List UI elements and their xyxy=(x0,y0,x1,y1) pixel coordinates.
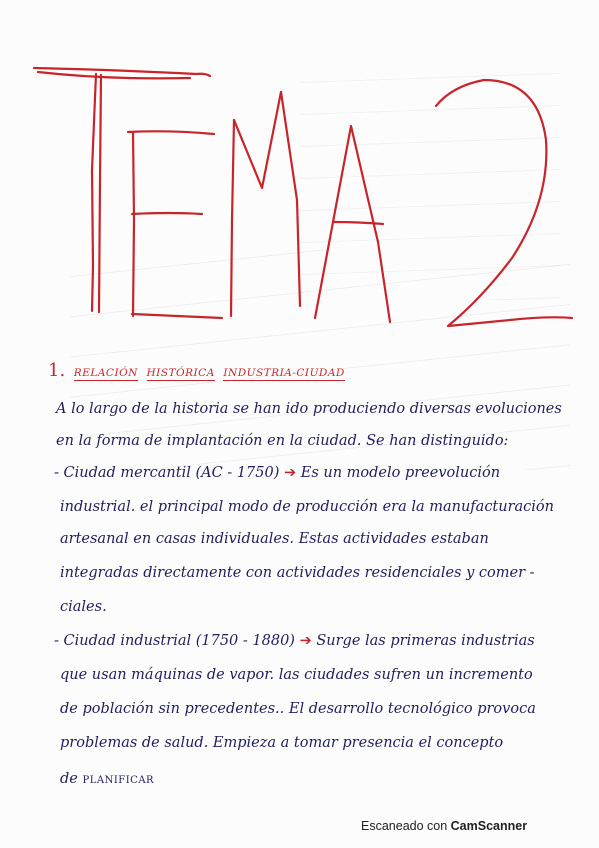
item-label: - Ciudad mercantil (AC - 1750) xyxy=(54,465,280,481)
arrow-icon: ➔ xyxy=(283,465,297,481)
section-heading xyxy=(48,360,349,382)
scanner-watermark xyxy=(361,819,527,833)
watermark-prefix: Escaneado con xyxy=(361,819,451,833)
heading-part: INDUSTRIA-CIUDAD xyxy=(223,367,345,379)
text-line: ciales. xyxy=(60,599,107,615)
text-line-last xyxy=(60,768,154,790)
text-line: que usan máquinas de vapor. las ciudades sufren un incremento xyxy=(60,667,533,683)
text-line: integradas directamente con actividades residenciales y comer - xyxy=(60,565,535,581)
list-item-industrial xyxy=(54,630,535,652)
text-line: de población sin precedentes.. El desarrollo tecnológico provoca xyxy=(60,701,536,717)
title-letter-m xyxy=(231,120,234,316)
text-line: industrial. el principal modo de producción era la manufacturación xyxy=(60,499,555,515)
planificar-word: PLANIFICAR xyxy=(82,775,155,786)
item-text: Surge las primeras industrias xyxy=(316,633,535,649)
text-line: artesanal en casas individuales. Estas actividades estaban xyxy=(60,531,489,547)
text-word: de xyxy=(60,771,78,787)
title-lettering xyxy=(0,0,599,340)
arrow-icon: ➔ xyxy=(299,633,312,649)
title-letter-e xyxy=(133,132,134,316)
section-number: 1. xyxy=(48,360,66,381)
item-label: - Ciudad industrial (1750 - 1880) xyxy=(54,633,295,649)
heading-part: RELACIÓN xyxy=(73,367,138,379)
list-item-mercantil xyxy=(54,462,500,484)
title-numeral-2 xyxy=(436,80,572,326)
text-line: problemas de salud. Empieza a tomar presencia el concepto xyxy=(60,735,504,751)
item-text: Es un modelo preevolución xyxy=(300,465,501,481)
text-line: en la forma de implantación en la ciudad. Se han distinguido: xyxy=(56,433,509,449)
heading-part: HISTÓRICA xyxy=(146,367,215,379)
text-line: A lo largo de la historia se han ido produciendo diversas evoluciones xyxy=(56,401,562,417)
watermark-brand: CamScanner xyxy=(450,819,528,833)
